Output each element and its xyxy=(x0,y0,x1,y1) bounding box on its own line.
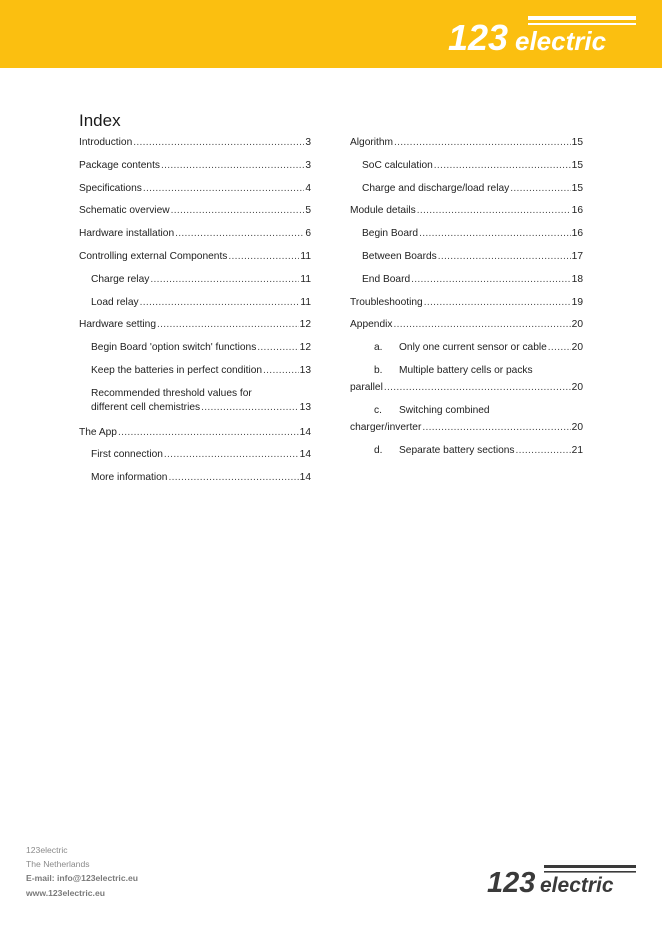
toc-left-column xyxy=(79,136,311,494)
toc-entry-module-details[interactable]: Module details ..... 16 xyxy=(350,204,583,217)
toc-entry-controlling-external-components[interactable]: Controlling external Components ..... 11 xyxy=(79,250,311,263)
logo-number-footer: 123 xyxy=(487,867,536,898)
toc-entry-recommended-threshold-values[interactable]: Recommended threshold values for different cell chemistries ..... 13 xyxy=(79,387,311,416)
footer-website[interactable]: www.123electric.eu xyxy=(26,887,105,898)
logo-word: electric xyxy=(515,26,607,56)
toc-entry-the-app[interactable]: The App ..... 14 xyxy=(79,426,311,439)
footer-email[interactable]: E-mail: info@123electric.eu xyxy=(26,873,139,884)
toc-entry-introduction[interactable]: Introduction ..... 3 xyxy=(79,136,311,149)
toc-entry-soc-calculation[interactable]: SoC calculation ..... 15 xyxy=(350,159,583,172)
toc-entry-more-information[interactable]: More information ..... 14 xyxy=(79,471,311,484)
logo-number: 123 xyxy=(448,17,509,58)
toc-entry-schematic-overview[interactable]: Schematic overview ..... 5 xyxy=(79,204,311,217)
toc-entry-end-board[interactable]: End Board ..... 18 xyxy=(350,273,583,286)
toc-entry-between-boards[interactable]: Between Boards ..... 17 xyxy=(350,250,583,263)
toc-entry-appendix[interactable]: Appendix ..... 20 xyxy=(350,318,583,331)
footer-country: The Netherlands xyxy=(26,859,90,870)
toc-entry-keep-batteries-perfect[interactable]: Keep the batteries in perfect condition ..... 13 xyxy=(79,364,311,377)
toc-entry-option-switch-functions[interactable]: Begin Board 'option switch' functions ..... 12 xyxy=(79,341,311,354)
toc-entry-appendix-c[interactable]: c. Switching combined charger/inverter ..... 20 xyxy=(350,404,583,434)
footer-company: 123electric xyxy=(26,845,68,855)
brand-logo-footer xyxy=(486,862,638,898)
toc-entry-appendix-d[interactable]: d. Separate battery sections ..... 21 xyxy=(350,444,583,457)
toc-entry-begin-board[interactable]: Begin Board ..... 16 xyxy=(350,227,583,240)
toc-entry-first-connection[interactable]: First connection ..... 14 xyxy=(79,448,311,461)
toc-right-column xyxy=(350,136,583,466)
toc-entry-hardware-installation[interactable]: Hardware installation ..... 6 xyxy=(79,227,311,240)
index-title: Index xyxy=(79,111,121,130)
brand-logo-header xyxy=(446,12,638,58)
toc-entry-hardware-setting[interactable]: Hardware setting ..... 12 xyxy=(79,318,311,331)
toc-entry-package-contents[interactable]: Package contents ..... 3 xyxy=(79,159,311,172)
toc-entry-charge-discharge-relay[interactable]: Charge and discharge/load relay ..... 15 xyxy=(350,182,583,195)
logo-word-footer: electric xyxy=(540,874,614,897)
toc-entry-specifications[interactable]: Specifications ..... 4 xyxy=(79,182,311,195)
toc-entry-load-relay[interactable]: Load relay ..... 11 xyxy=(79,296,311,309)
toc-entry-algorithm[interactable]: Algorithm ..... 15 xyxy=(350,136,583,149)
footer-contact xyxy=(26,843,138,900)
toc-entry-appendix-b[interactable]: b. Multiple battery cells or packs parallel ..... 20 xyxy=(350,364,583,394)
toc-entry-charge-relay[interactable]: Charge relay ..... 11 xyxy=(79,273,311,286)
toc-entry-troubleshooting[interactable]: Troubleshooting ..... 19 xyxy=(350,296,583,309)
toc-entry-appendix-a[interactable]: a. Only one current sensor or cable ..... 20 xyxy=(350,341,583,354)
